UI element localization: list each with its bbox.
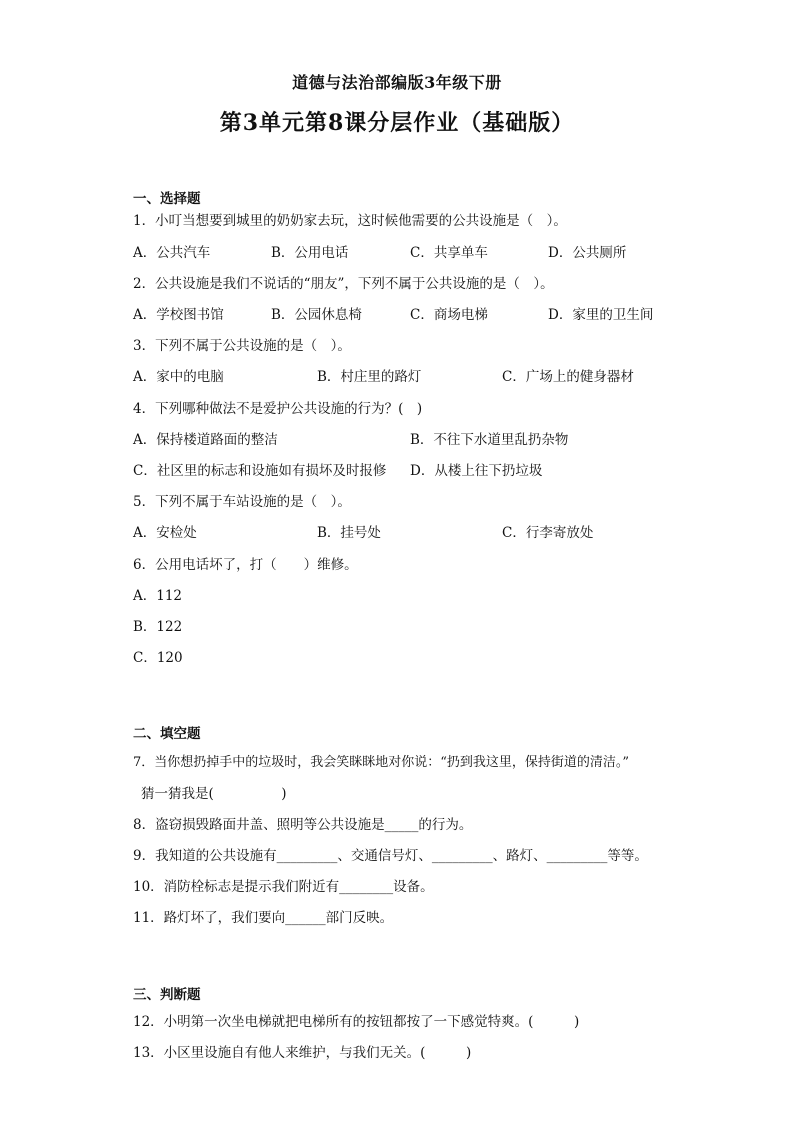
question-5-option-b: B．挂号处: [317, 525, 381, 541]
question-11: 11．路灯坏了，我们要向______部门反映。: [133, 910, 394, 926]
question-6-option-c: C．120: [133, 650, 183, 666]
question-5-option-a: A．安检处: [133, 525, 197, 541]
question-13: 13．小区里设施自有他人来维护，与我们无关。( ): [133, 1045, 472, 1061]
question-6-option-a: A．112: [133, 588, 183, 604]
question-6: 6．公用电话坏了，打（ ）维修。: [133, 557, 358, 573]
question-7-prompt: 猜一猜我是( ): [141, 786, 287, 802]
question-2-option-a: A．学校图书馆: [133, 307, 224, 323]
page-title: 道德与法治部编版3年级下册: [292, 73, 502, 92]
section-heading-judge: 三、判断题: [133, 987, 201, 1003]
page-subtitle: 第3单元第8课分层作业（基础版）: [219, 110, 575, 136]
question-2-option-b: B．公园休息椅: [271, 307, 362, 323]
question-1-option-d: D．公共厕所: [548, 245, 627, 261]
question-6-option-b: B．122: [133, 619, 183, 635]
question-4: 4．下列哪种做法不是爱护公共设施的行为？( ): [133, 401, 423, 417]
question-5-option-c: C．行李寄放处: [502, 525, 594, 541]
question-4-option-a: A．保持楼道路面的整洁: [133, 432, 278, 448]
question-4-option-c: C．社区里的标志和设施如有损坏及时报修: [133, 463, 387, 479]
question-1-option-b: B．公用电话: [271, 245, 349, 261]
question-2-option-d: D．家里的卫生间: [548, 307, 654, 323]
question-3-option-c: C．广场上的健身器材: [502, 369, 634, 385]
question-2: 2．公共设施是我们不说话的“朋友”，下列不属于公共设施的是（ ）。: [133, 276, 554, 292]
question-1-option-c: C．共享单车: [410, 245, 488, 261]
question-1: 1．小叮当想要到城里的奶奶家去玩，这时候他需要的公共设施是（ ）。: [133, 213, 567, 229]
question-8: 8．盗窃损毁路面井盖、照明等公共设施是_____的行为。: [133, 817, 473, 833]
question-3: 3．下列不属于公共设施的是（ ）。: [133, 338, 351, 354]
question-1-option-a: A．公共汽车: [133, 245, 211, 261]
question-4-option-b: B．不往下水道里乱扔杂物: [410, 432, 569, 448]
section-heading-choice: 一、选择题: [133, 191, 201, 207]
section-heading-fill: 二、填空题: [133, 726, 201, 742]
question-5: 5．下列不属于车站设施的是（ ）。: [133, 494, 351, 510]
question-4-option-d: D．从楼上往下扔垃圾: [410, 463, 543, 479]
question-9: 9．我知道的公共设施有_________、交通信号灯、_________、路灯、_________等等。: [133, 848, 648, 864]
question-3-option-b: B．村庄里的路灯: [317, 369, 422, 385]
question-2-option-c: C．商场电梯: [410, 307, 488, 323]
question-12: 12．小明第一次坐电梯就把电梯所有的按钮都按了一下感觉特爽。( ): [133, 1014, 580, 1030]
question-3-option-a: A．家中的电脑: [133, 369, 224, 385]
question-10: 10．消防栓标志是提示我们附近有________设备。: [133, 879, 434, 895]
question-7: 7．当你想扔掉手中的垃圾时，我会笑眯眯地对你说：“扔到我这里，保持街道的清洁。”: [133, 755, 630, 770]
